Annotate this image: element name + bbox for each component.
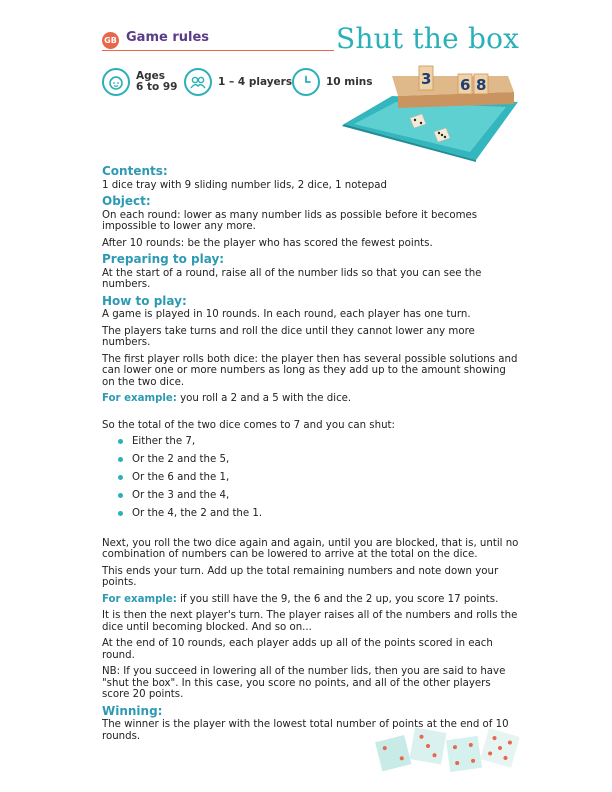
next-paragraph-1: Next, you roll the two dice again and again, until you are blocked, that is, until no combination of numbers can be lowered to arrive at the total on the dice. bbox=[102, 537, 519, 560]
list-item: Or the 4, the 2 and the 1. bbox=[118, 508, 520, 520]
contents-text: 1 dice tray with 9 sliding number lids, 2 dice, 1 notepad bbox=[102, 179, 387, 191]
example-1-label: For example: bbox=[102, 393, 177, 404]
example-2-text: if you still have the 9, the 6 and the 2 up, you score 17 points. bbox=[176, 593, 499, 605]
next-paragraph-3: It is then the next player's turn. The player raises all of the numbers and rolls the dice until becoming blocked. And so on... bbox=[102, 610, 518, 633]
players-info bbox=[184, 67, 292, 97]
list-item: Or the 6 and the 1, bbox=[118, 472, 520, 484]
nb-paragraph: NB: If you succeed in lowering all of the number lids, then you are said to have "shut the box". In this case, you score no points, and all of the other players score 20 points. bbox=[102, 666, 506, 700]
winning-text: The winner is the player with the lowest total number of points at the end of 10 rounds. bbox=[102, 719, 509, 742]
ages-info bbox=[102, 67, 177, 97]
object-heading: Object: bbox=[102, 194, 151, 208]
section-label: Game rules bbox=[126, 30, 210, 45]
preparing-heading: Preparing to play: bbox=[102, 252, 225, 266]
next-paragraph-2: This ends your turn. Add up the total remaining numbers and note down your points. bbox=[102, 565, 499, 588]
players-icon bbox=[184, 68, 212, 96]
shut-the-box-illustration bbox=[342, 62, 518, 162]
lid-6: 6 bbox=[460, 76, 471, 94]
next-paragraph-4: At the end of 10 rounds, each player adds up all of the points scored in each round. bbox=[102, 638, 493, 661]
how-to-play-paragraph-1: A game is played in 10 rounds. In each round, each player has one turn. bbox=[102, 309, 471, 320]
example-2 bbox=[102, 594, 520, 606]
list-item: Or the 2 and the 5, bbox=[118, 454, 520, 466]
object-paragraph-1: On each round: lower as many number lids as possible before it becomes impossible to lower any more. bbox=[102, 209, 478, 232]
lid-8: 8 bbox=[476, 76, 487, 94]
play-time: 10 mins bbox=[326, 75, 373, 88]
players-count: 1 – 4 players bbox=[218, 75, 293, 88]
contents-heading: Contents: bbox=[102, 164, 168, 178]
page-title: Shut the box bbox=[336, 22, 520, 55]
language-badge: GB bbox=[102, 32, 119, 49]
ages-line-1: Ages bbox=[136, 70, 166, 82]
how-to-play-paragraph-3: The first player rolls both dice: the player then has several possible solutions and can lower one or more numbers as long as they add up to the amount showing on the two dice. bbox=[102, 353, 518, 388]
preparing-text: At the start of a round, raise all of the number lids so that you can see the numbers. bbox=[102, 267, 482, 290]
header-divider bbox=[102, 50, 334, 51]
how-to-play-paragraph-2: The players take turns and roll the dice until they cannot lower any more numbers. bbox=[102, 325, 475, 348]
clock-icon bbox=[292, 68, 320, 96]
rules-body bbox=[102, 166, 520, 747]
winning-heading: Winning: bbox=[102, 703, 163, 718]
dice-total-text: So the total of the two dice comes to 7 and you can shut: bbox=[102, 419, 395, 431]
list-item: Or the 3 and the 4, bbox=[118, 490, 520, 502]
lid-3: 3 bbox=[421, 70, 432, 88]
decorative-dice bbox=[372, 712, 522, 784]
list-item: Either the 7, bbox=[118, 436, 520, 448]
ages-line-2: 6 to 99 bbox=[136, 81, 178, 93]
example-2-label: For example: bbox=[102, 593, 177, 605]
example-1-text: you roll a 2 and a 5 with the dice. bbox=[176, 393, 352, 404]
example-1 bbox=[102, 393, 520, 405]
child-face-icon bbox=[102, 68, 130, 96]
shut-options-list bbox=[102, 436, 520, 520]
object-paragraph-2: After 10 rounds: be the player who has scored the fewest points. bbox=[102, 237, 433, 249]
how-to-play-heading: How to play: bbox=[102, 293, 187, 308]
